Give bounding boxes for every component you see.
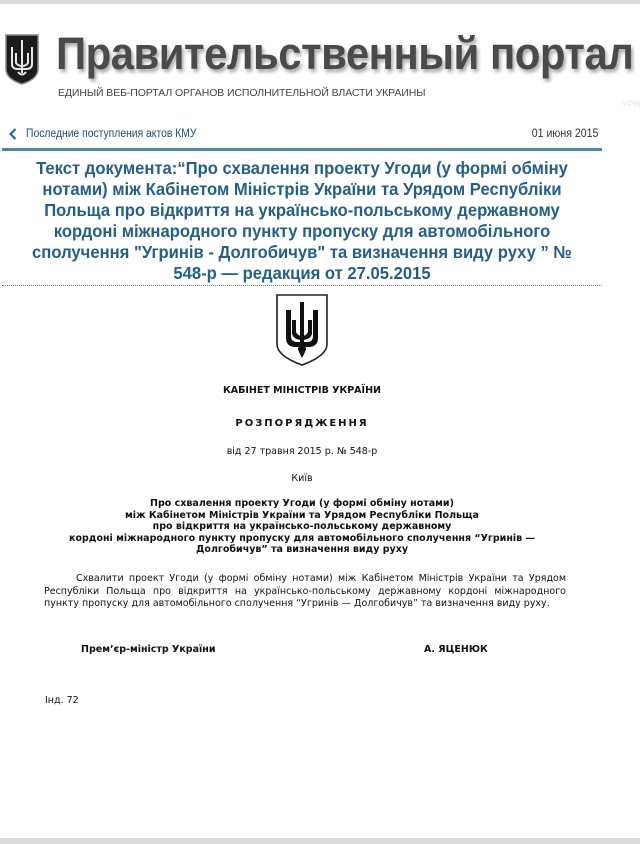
portal-title: Правительственный портал xyxy=(56,28,634,79)
document-heading: Текст документа:“Про схвалення проекту Угоди (у формі обміну нотами) між Кабінетом Міністрів України та Урядом Республіки Польща про відкриття на українсько-польському державному кордоні міжнародного пункту пропуску для автомобільного сполучення "Угринів - Долгобичув" та визначення виду руху ” № 548-р — редакция от 27.05.2015 xyxy=(32,158,572,283)
side-watermark: УРЯ xyxy=(622,99,640,109)
subject-line: кордоні міжнародного пункту пропуску для автомобільного сполучення “Угринів — xyxy=(69,532,535,544)
top-frame-bar xyxy=(0,0,640,4)
nav-divider xyxy=(2,148,602,151)
coat-of-arms-icon xyxy=(273,292,331,368)
signer-name: А. ЯЦЕНЮК xyxy=(424,644,488,655)
publication-date: 01 июня 2015 xyxy=(531,128,598,140)
bottom-frame-bar xyxy=(0,838,640,844)
subject-line: Про схвалення проекту Угоди (у формі обміну нотами) xyxy=(150,498,454,509)
document-type: РОЗПОРЯДЖЕННЯ xyxy=(235,418,369,429)
portal-subtitle: ЕДИНЫЙ ВЕБ-ПОРТАЛ ОРГАНОВ ИСПОЛНИТЕЛЬНОЙ ВЛАСТИ УКРАИНЫ xyxy=(58,87,426,99)
heading-divider xyxy=(2,285,602,286)
subject-line: між Кабінетом Міністрів України та Урядом Республіки Польща xyxy=(125,509,479,521)
document-index: Інд. 72 xyxy=(45,695,79,706)
subject-line: Долгобичув” та визначення виду руху xyxy=(195,544,409,555)
chevron-left-icon xyxy=(8,127,18,141)
back-link-label: Последние поступления актов КМУ xyxy=(26,128,197,140)
document-body: Схвалити проект Угоди (у формі обміну нотами) між Кабінетом Міністрів України та Урядом Республіки Польща про відкриття на українсько-польському державному кордоні міжнародного пункту пропуску для автомобільного сполучення “Угринів — Долгобичув” та визначення виду руху. xyxy=(44,573,566,609)
city: Київ xyxy=(291,473,313,484)
subject-line: про відкриття на українсько-польському державному xyxy=(152,521,452,532)
nav-row xyxy=(0,124,602,146)
signer-title: Прем’єр-міністр України xyxy=(81,644,216,655)
back-to-latest-acts-link[interactable] xyxy=(8,127,215,141)
document-subject xyxy=(0,498,604,556)
order-date-number: від 27 травня 2015 р. № 548-р xyxy=(226,446,378,457)
issuer: КАБІНЕТ МІНІСТРІВ УКРАЇНИ xyxy=(223,385,381,396)
trident-shield-icon xyxy=(4,33,40,85)
